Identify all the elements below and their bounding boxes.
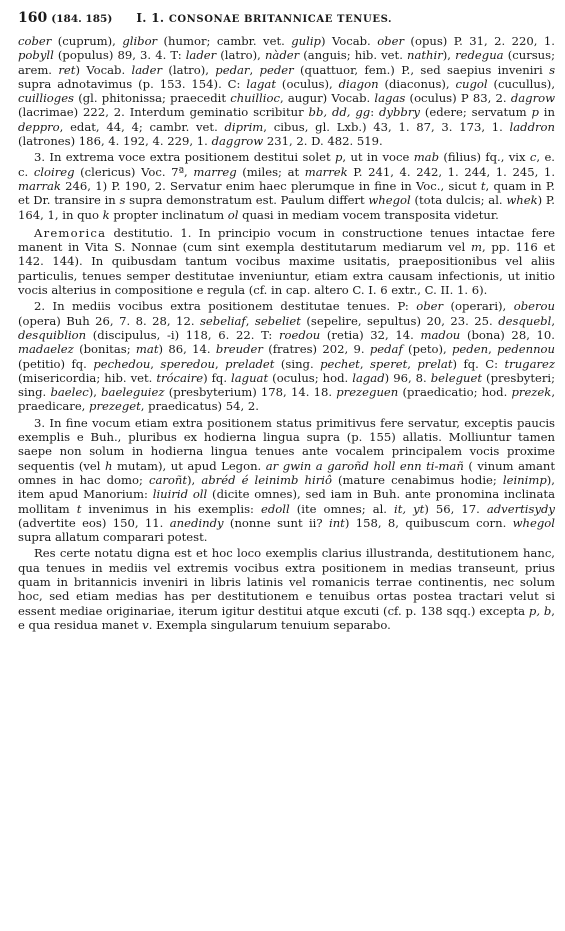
paragraph: cober (cuprum), glibor (humor; cambr. vet. gulip) Vocab. ober (opus) P. 31, 2. 220, 1. pobyll (populus) 89, 3. 4. T: lader (latro), nàder (anguis; hib. vet. nathir), redegua (cursus; arem. ret) Vocab. lader (latro), pedar, peder (quattuor, fem.) P., sed saepius inveniri s supra adnotavimus (p. 153. 154). C: lagat (oculus), diagon (diaconus), cugol (cucullus), cuillioges (gl. phitonissa; praecedit chuillioc, augur) Vocab. lagas (oculus) P 83, 2. dagrow (lacrimae) 222, 2. Interdum geminatio scribitur bb, dd, gg: dybbry (edere; servatum p in deppro, edat, 44, 4; cambr. vet. diprim, cibus, gl. Lxb.) 43, 1. 87, 3. 173, 1. laddron (latrones) 186, 4. 192, 4. 229, 1. daggrow 231, 2. D. 482. 519.: [18, 34, 556, 149]
italic-term: peden: [452, 342, 489, 357]
italic-term: sebeliaf: [199, 313, 246, 328]
italic-term: roedou: [278, 327, 321, 342]
italic-term: t: [76, 501, 82, 516]
italic-term: daggrow: [211, 134, 264, 149]
italic-term: preladet: [225, 356, 275, 371]
italic-term: marrak: [18, 178, 61, 193]
italic-term: p: [531, 105, 539, 120]
italic-term: caroñt: [148, 472, 188, 487]
italic-term: laddron: [509, 119, 555, 134]
body-text: [18, 34, 555, 632]
italic-term: whek: [506, 193, 538, 208]
italic-term: mab: [413, 150, 440, 165]
italic-term: ober: [416, 299, 444, 314]
italic-term: s: [119, 193, 126, 208]
italic-term: prelat: [417, 356, 453, 371]
paragraph: Res certe notatu digna est et hoc loco exemplis clarius illustranda, destitutionem hanc, qua tenues in mediis vel extremis vocibus extra positionem in medias transeunt, prius quam in britannicis inveniri in libris latinis vel romanicis terrae continentis, nec solum hoc, sed etiam medias has per destitutionem e tenuibus ortas postea tractari velut si essent mediae originariae, iterum igitur destitui atque excuti (cf. p. 138 sqq.) excepta p, b, e qua residua manet v. Exempla singularum tenuium separabo.: [18, 546, 555, 632]
italic-term: peder: [259, 62, 294, 77]
italic-term: madou: [420, 327, 461, 342]
italic-term: gulip: [291, 34, 321, 48]
italic-term: pechedou: [93, 356, 151, 371]
italic-term: chuillioc: [230, 91, 280, 106]
italic-term: mat: [135, 342, 159, 357]
italic-term: pedennou: [497, 342, 556, 357]
italic-term: diprim: [224, 119, 264, 134]
italic-term: cober: [18, 34, 52, 48]
paragraph: 3. In extrema voce extra positionem destitui solet p, ut in voce mab (filius) fq., vix c, e. c. cloireg (clericus) Voc. 7ª, marreg (miles; at marrek P. 241, 4. 242, 1. 244, 1. 245, 1. marrak 246, 1) P. 190, 2. Servatur enim haec plerumque in fine in Voc., sicut t, quam in P. et Dr. transire in s supra demonstratum est. Paulum differt whegol (tota dulcis; al. whek) P. 164, 1, in quo k propter inclinatum ol quasi in mediam vocem transposita videtur.: [18, 150, 555, 222]
italic-term: bb, dd, gg: [308, 105, 371, 120]
italic-term: ar gwin a garoñd holl enn ti-mañ: [265, 458, 464, 473]
section-number: I. 1.: [136, 11, 165, 25]
italic-term: leinimp: [502, 472, 547, 487]
italic-term: int: [328, 515, 345, 530]
italic-term: lader: [185, 48, 217, 63]
italic-term: whegol: [512, 515, 555, 530]
italic-term: pechet: [320, 356, 360, 371]
italic-term: beleguet: [430, 370, 483, 385]
page-reference: (184. 185): [51, 13, 113, 25]
italic-term: lader: [131, 62, 162, 77]
italic-term: k: [102, 207, 110, 222]
italic-term: speret: [369, 356, 408, 371]
italic-term: edoll: [260, 501, 290, 516]
italic-term: abréd é leinimb hiriô: [201, 472, 332, 487]
italic-term: diagon: [338, 76, 379, 91]
running-header: [18, 10, 555, 34]
italic-term: redegua: [455, 48, 504, 63]
italic-term: h: [105, 458, 113, 473]
italic-term: ret: [58, 62, 76, 77]
italic-term: lagat: [246, 76, 276, 91]
italic-term: baelec: [50, 385, 89, 400]
italic-term: anedindy: [169, 515, 224, 530]
italic-term: deppro: [18, 119, 60, 134]
italic-term: ober: [377, 34, 404, 48]
italic-term: t: [480, 178, 486, 193]
paragraph: 2. In mediis vocibus extra positionem destitutae tenues. P: ober (operari), oberou (opera) Buh 26, 7. 8. 28, 12. sebeliaf, sebeliet (sepelire, sepultus) 20, 23. 25. desquebl, desquiblion (discipulus, -i) 118, 6. 22. T: roedou (retia) 32, 14. madou (bona) 28, 10. madaelez (bonitas; mat) 86, 14. breuder (fratres) 202, 9. pedaf (peto), peden, pedennou (petitio) fq. pechedou, speredou, preladet (sing. pechet, speret, prelat) fq. C: trugarez (misericordia; hib. vet. trócaire) fq. laguat (oculus; hod. lagad) 96, 8. beleguet (presbyteri; sing. baelec), baeleguiez (presbyterium) 178, 14. 18. prezeguen (praedicatio; hod. prezek, praedicare, prezeget, praedicatus) 54, 2.: [18, 299, 556, 414]
italic-term: marreg: [193, 164, 237, 179]
italic-term: c: [529, 150, 537, 165]
italic-term: glibor: [122, 34, 158, 48]
italic-term: liuirid oll: [152, 487, 208, 502]
italic-term: advertisydy: [486, 501, 555, 516]
italic-term: desquiblion: [18, 327, 87, 342]
italic-term: pedaf: [369, 342, 403, 357]
italic-term: m: [470, 240, 482, 255]
italic-term: dagrow: [510, 91, 556, 106]
italic-term: madaelez: [18, 342, 74, 357]
italic-term: marrek: [304, 164, 348, 179]
page-number: 160: [18, 10, 48, 26]
paragraph: 3. In fine vocum etiam extra positionem status primitivus fere servatur, exceptis paucis exemplis e Buh., pluribus ex hodierna lingua supra (p. 155) allatis. Molliuntur tamen saepe non solum in hodierna lingua tenues ante vocalem principalem vocis proxime sequentis (vel h mutam), ut apud Legon. ar gwin a garoñd holl enn ti-mañ ( vinum amant omnes in hac domo; caroñt), abréd é leinimb hiriô (mature cenabimus hodie; leinimp), item apud Manorium: liuirid oll (dicite omnes), sed iam in Buh. ante pronomina inclinata mollitam t invenimus in his exemplis: edoll (ite omnes; al. it, yt) 56, 17. advertisydy (advertite eos) 150, 11. anedindy (nonne sunt ii? int) 158, 8, quibuscum corn. whegol supra allatum comparari potest.: [18, 415, 556, 545]
italic-term: cugol: [455, 76, 488, 91]
italic-term: pedar: [215, 62, 250, 77]
italic-term: nàder: [264, 48, 300, 63]
chapter-title: CONSONAE BRITANNICAE TENUES.: [168, 14, 393, 25]
italic-term: whegol: [368, 193, 411, 208]
page: [18, 10, 555, 634]
italic-term: prezeget: [89, 399, 141, 414]
italic-term: p, b: [528, 603, 552, 618]
italic-term: desquebl: [498, 313, 552, 328]
italic-term: lagad: [352, 370, 385, 385]
italic-term: prezek: [511, 385, 552, 400]
italic-term: ol: [227, 207, 239, 222]
italic-term: baeleguiez: [101, 385, 165, 400]
italic-term: dybbry: [379, 105, 420, 120]
italic-term: trugarez: [504, 356, 556, 371]
italic-term: oberou: [513, 299, 555, 314]
paragraph: Aremorica destitutio. 1. In principio vocum in constructione tenues intactae fere manent in Vita S. Nonnae (cum sint exempla destitutarum mediarum vel m, pp. 116 et 142. 144). In quibusdam tantum vocibus maxime usitatis, praepositionibus vel aliis particulis, tenues semper destitutae inveniuntur, etiam extra causam infectionis, ut initio vocis alterius in compositione e regula (cf. in cap. altero C. I. 6 extr., C. II. 1. 6).: [18, 225, 555, 298]
italic-term: breuder: [215, 342, 263, 357]
italic-term: cloireg: [33, 164, 75, 179]
italic-term: pobyll: [18, 48, 54, 63]
italic-term: cuillioges: [18, 91, 75, 106]
italic-term: sebeliet: [254, 313, 301, 328]
italic-term: laguat: [231, 370, 269, 385]
italic-term: v: [142, 617, 149, 632]
italic-term: nathir: [407, 48, 443, 63]
italic-term: trócaire: [156, 370, 204, 385]
italic-term: prezeguen: [336, 385, 399, 400]
italic-term: speredou: [160, 356, 215, 371]
italic-term: it, yt: [394, 501, 425, 516]
italic-term: p: [334, 150, 343, 165]
running-head: [136, 11, 392, 25]
italic-term: s: [549, 62, 556, 77]
italic-term: lagas: [374, 91, 406, 106]
